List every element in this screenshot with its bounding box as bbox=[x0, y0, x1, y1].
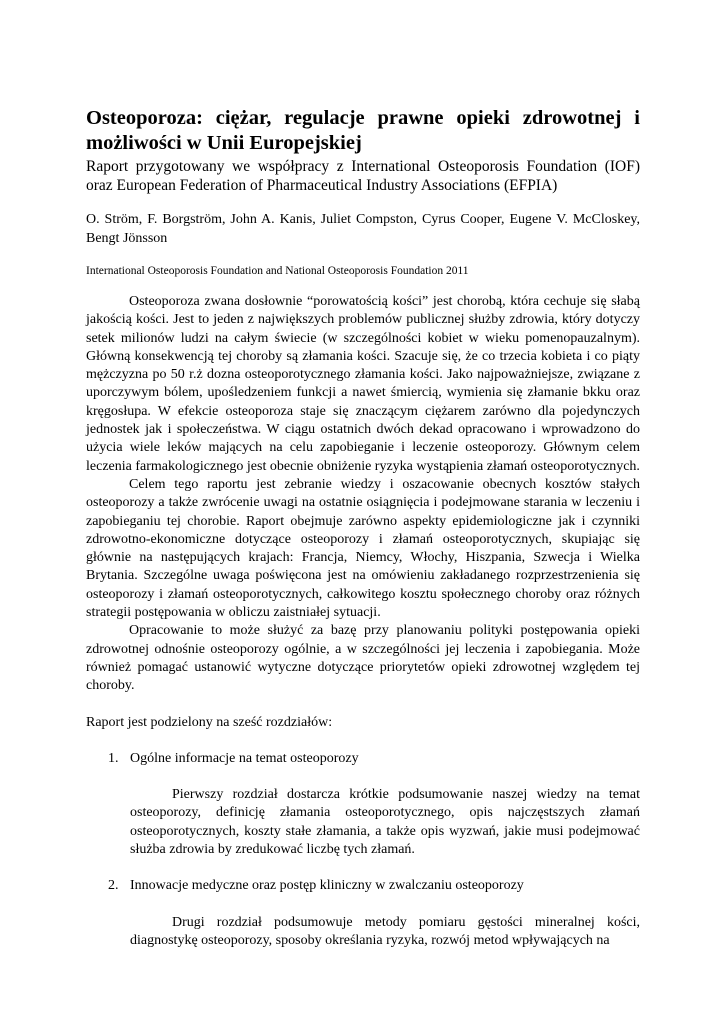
author-list: O. Ström, F. Borgström, John A. Kanis, Juliet Compston, Cyrus Cooper, Eugene V. McCloskey, Bengt Jönsson bbox=[86, 212, 640, 246]
chapter-number: 2. bbox=[108, 878, 119, 894]
chapter-description bbox=[86, 786, 640, 859]
chapter-description bbox=[86, 914, 640, 951]
chapter-list-item bbox=[86, 877, 640, 895]
body-paragraph: Opracowanie to może służyć za bazę przy planowaniu polityki postępowania opieki zdrowotnej odnośnie osteoporozy ogólnie, a w szczególności jej leczenia i zapobiegania. Może również pomagać ustanowić wytyczne dotyczące priorytetów opieki zdrowotnej względem tej choroby. bbox=[86, 623, 640, 694]
affiliation-line: International Osteoporosis Foundation and National Osteoporosis Foundation 2011 bbox=[86, 265, 469, 277]
chapter-title: Innowacje medyczne oraz postęp kliniczny w zwalczaniu osteoporozy bbox=[130, 878, 524, 894]
body-paragraph: Osteoporoza zwana dosłownie “porowatością kości” jest chorobą, która cechuje się słabą jakością kości. Jest to jeden z największych problemów publicznej służby zdrowia, który dotyczy setek milionów ludzi na całym świecie (w szczególności kobiet w wieku pomenopauzalnym). Główną konsekwencją tej choroby są złamania kości. Szacuje się, że co trzecia kobieta i co piąty mężczyzna po 50 r.ż dozna osteoporotycznego złamania kości. Jako najpoważniejsze, związane z uporczywym bólem, upośledzeniem funkcji a nawet śmiercią, wymienia się złamanie bkku oraz kręgosłupa. W efekcie osteoporoza staje się znaczącym ciężarem zarówno dla pojedynczych jednostek jak i społeczeństwa. W ciągu ostatnich dwóch dekad opracowano i wprowadzono do użycia wiele leków mających na celu zapobieganie i leczenie osteoporozy. Głównym celem leczenia farmakologicznego jest obecnie obniżenie ryzyka wystąpienia złamań osteoporotycznych. bbox=[86, 294, 640, 474]
chapters-intro: Raport jest podzielony na sześć rozdziałów: bbox=[86, 714, 333, 730]
chapter-description-text: Drugi rozdział podsumowuje metody pomiaru gęstości mineralnej kości, diagnostykę osteoporozy, sposoby określania ryzyka, rozwój metod wpływających na bbox=[130, 914, 640, 948]
body-paragraph: Celem tego raportu jest zebranie wiedzy i oszacowanie obecnych kosztów stałych osteoporozy a także zwrócenie uwagi na ostatnie osiągnięcia i podejmowane starania w leczeniu i zapobieganiu tej chorobie. Raport obejmuje zarówno aspekty epidemiologiczne jak i czynniki zdrowotno-ekonomiczne dotyczące osteoporozy i złamań osteoporotycznych, skupiając się głównie na następujących krajach: Francja, Niemcy, Włochy, Hiszpania, Szwecja i Wielka Brytania. Szczególne uwaga poświęcona jest na omówieniu zakładanego rozprzestrzenienia się osteoporozy i złamań osteoporotycznych, całkowitego kosztu społecznego choroby oraz różnych strategii postępowania w obliczu zaistniałej sytuacji. bbox=[86, 476, 640, 621]
document-body bbox=[86, 293, 640, 950]
document-content bbox=[86, 106, 640, 950]
chapter-number: 1. bbox=[108, 750, 119, 766]
chapter-title: Ogólne informacje na temat osteoporozy bbox=[130, 750, 359, 766]
chapter-description-text: Pierwszy rozdział dostarcza krótkie podsumowanie naszej wiedzy na temat osteoporozy, definicję złamania osteoporotycznego, opis najczęstszych złamań osteoporotycznych, koszty stałe złamania, a także opis wyzwań, jakie musi podejmować służba zdrowia by zredukować liczbę tych złamań. bbox=[130, 787, 640, 858]
chapter-list-item bbox=[86, 750, 640, 768]
document-title: Osteoporoza: ciężar, regulacje prawne opieki zdrowotnej i możliwości w Unii Europejskiej bbox=[86, 107, 640, 154]
document-subtitle: Raport przygotowany we współpracy z International Osteoporosis Foundation (IOF) oraz European Federation of Pharmaceutical Industry Associations (EFPIA) bbox=[86, 158, 640, 194]
